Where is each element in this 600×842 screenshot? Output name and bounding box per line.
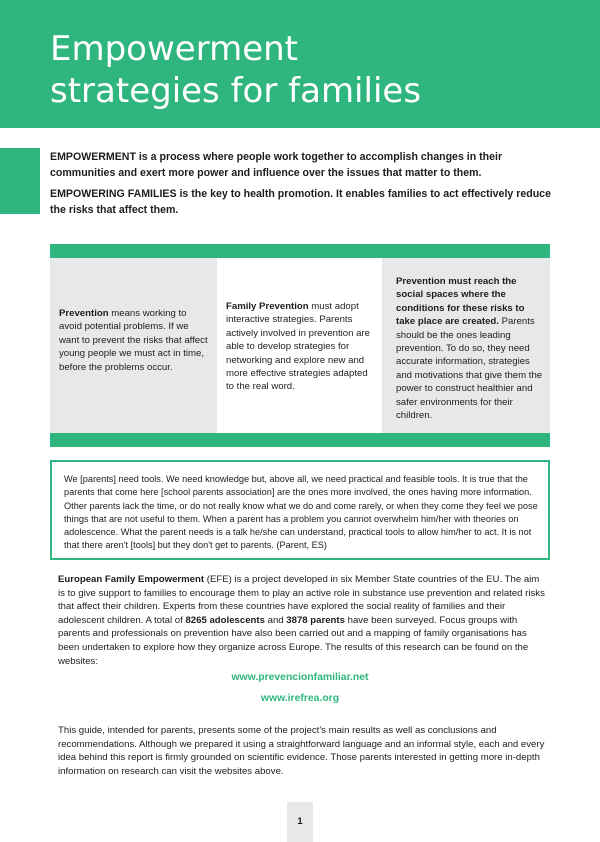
panel-top-strip	[50, 244, 550, 258]
empowering-families-statement: EMPOWERING FAMILIES is the key to health promotion. It enables families to act effectively reduce the risks that affect them.	[50, 188, 551, 216]
panel-bottom-strip	[50, 433, 550, 447]
family-prevention-term: Family Prevention	[226, 301, 309, 312]
efe-text-3: have been surveyed. Focus groups with parents and professionals on prevention have also been carried out and a mapping of family organisations has been undertaken to explore how they organize across Europe. The results of this research can be found on the websites:	[58, 614, 529, 667]
parent-count: 3878 parents	[286, 614, 345, 626]
parent-quote: We [parents] need tools. We need knowledge but, above all, we need practical and feasible tools. It is true that the parents that come here [school parents association] are the ones more involved, the ones having more information. Other parents lack the time, or do not really know what we do and come rarely, or when they come they feel we pose things that are not useful to them. When a parent has a problem you cannot overwhelm him/her with theories on adolescence. What the parent needs is a talk he/she can understand, practical tools to allow him/her to act. It is not that there aren't [tools] but they don't get to parents. (Parent, ES)	[64, 474, 538, 551]
social-spaces-term: Prevention must reach the social spaces where the conditions for these risks to take place are created.	[396, 276, 525, 328]
page-title	[50, 28, 421, 112]
irefrea-link[interactable]: www.irefrea.org	[260, 693, 340, 704]
page-number-tab	[287, 802, 313, 842]
header-banner	[0, 0, 600, 128]
efe-description	[58, 573, 546, 668]
page-number: 1	[297, 816, 303, 827]
title-line-1: Empowerment	[50, 29, 299, 69]
prevention-text: means working to avoid potential problems. If we want to prevent the risks that affect young people we must act in time, before the problems occur.	[59, 308, 208, 373]
guide-description: This guide, intended for parents, presents some of the project's main results as well as conclusions and recommendations. Although we prepared it using a straightforward language and an informal style, each and every idea behind this report is firmly grounded on scientific evidence. Those parents interested in getting more in-depth information on research can visit the websites above.	[58, 725, 545, 777]
social-spaces-text: Parents should be the ones leading prevention. To do so, they need accurate information, strategies and motivations that give them the power to construct healthier and safer environments for their children.	[396, 316, 543, 422]
family-prevention-definition	[226, 300, 378, 394]
efe-name: European Family Empowerment	[58, 574, 205, 585]
empowerment-definition: EMPOWERMENT is a process where people work together to accomplish changes in their communities and exert more power and influence over the issues that matter to them.	[50, 151, 503, 179]
accent-bar-1	[0, 148, 40, 186]
title-line-2: strategies for families	[50, 71, 422, 111]
efe-text-2: and	[264, 614, 287, 626]
parent-quote-box	[50, 460, 550, 560]
prevention-term: Prevention	[59, 308, 109, 319]
adolescent-count: 8265 adolescents	[185, 614, 265, 626]
accent-bar-2	[0, 186, 40, 214]
family-prevention-text: must adopt interactive strategies. Parents actively involved in prevention are able to develop strategies for networking and explore new and more effective strategies adapted to the real word.	[226, 301, 370, 393]
prevencionfamiliar-link[interactable]: www.prevencionfamiliar.net	[231, 672, 369, 683]
social-spaces-statement	[396, 275, 546, 422]
efe-text-1: (EFE) is a project developed in six Member State countries of the EU. The aim is to give support to families to encourage them to play an active role in substance use prevention and related risks that affect their children. Experts from these countries have explored the social reality of families and their adolescent children. A total of	[58, 574, 545, 626]
prevention-definition	[59, 307, 209, 374]
